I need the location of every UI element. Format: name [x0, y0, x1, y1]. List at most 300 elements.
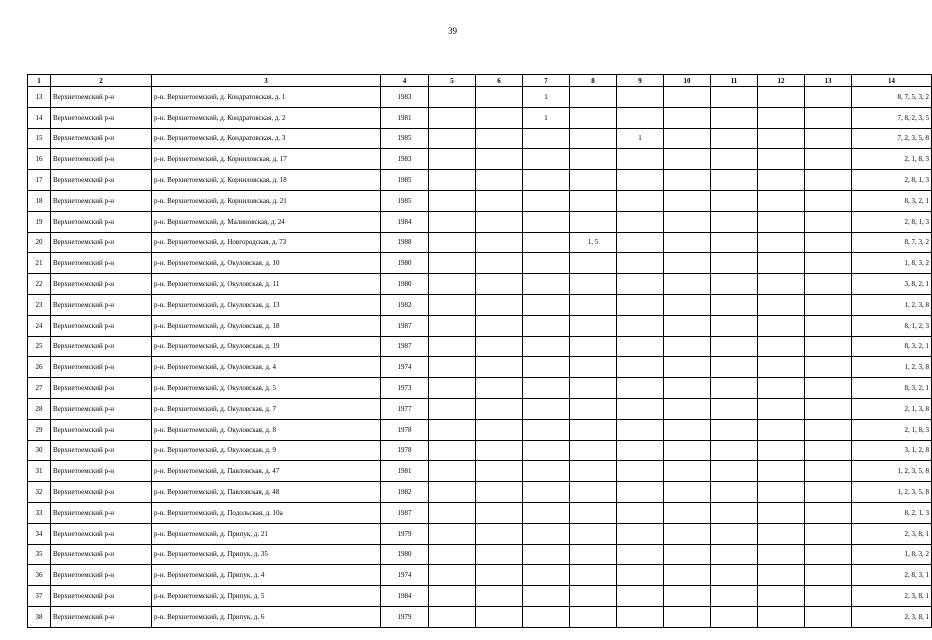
col12-cell — [758, 482, 805, 503]
col12-cell — [758, 211, 805, 232]
address-cell: р-н. Верхнетоемский, д. Кондратовская, д. 2 — [152, 107, 381, 128]
col11-cell — [711, 398, 758, 419]
col5-cell — [429, 378, 476, 399]
row-number: 18 — [28, 190, 51, 211]
district-cell: Верхнетоемский р-н — [51, 170, 152, 191]
col7-cell — [523, 190, 570, 211]
year-cell: 1980 — [381, 253, 429, 274]
table-row — [28, 565, 932, 586]
col9-cell — [617, 586, 664, 607]
col8-cell — [570, 128, 617, 149]
col6-cell — [476, 190, 523, 211]
address-cell: р-н. Верхнетоемский, д. Окуловская, д. 8 — [152, 419, 381, 440]
col10-cell — [664, 315, 711, 336]
col11-cell — [711, 211, 758, 232]
col8-cell — [570, 419, 617, 440]
address-cell: р-н. Верхнетоемский, д. Окуловская, д. 10 — [152, 253, 381, 274]
col6-cell — [476, 357, 523, 378]
year-cell: 1980 — [381, 274, 429, 295]
col7-cell — [523, 565, 570, 586]
col12-cell — [758, 149, 805, 170]
table-row — [28, 482, 932, 503]
column-header-6: 6 — [476, 75, 523, 87]
col12-cell — [758, 336, 805, 357]
col12-cell — [758, 274, 805, 295]
col13-cell — [805, 544, 852, 565]
col9-cell — [617, 523, 664, 544]
col7-cell — [523, 440, 570, 461]
col6-cell — [476, 294, 523, 315]
col11-cell — [711, 523, 758, 544]
col13-cell — [805, 440, 852, 461]
address-cell: р-н. Верхнетоемский, д. Окуловская, д. 7 — [152, 398, 381, 419]
year-cell: 1983 — [381, 149, 429, 170]
codes-cell: 8, 3, 2, 1 — [852, 336, 932, 357]
col7-cell — [523, 461, 570, 482]
year-cell: 1974 — [381, 565, 429, 586]
col11-cell — [711, 461, 758, 482]
col12-cell — [758, 523, 805, 544]
codes-cell: 2, 3, 8, 1 — [852, 586, 932, 607]
col11-cell — [711, 274, 758, 295]
address-cell: р-н. Верхнетоемский, д. Окуловская, д. 4 — [152, 357, 381, 378]
col12-cell — [758, 606, 805, 627]
col10-cell — [664, 274, 711, 295]
table-row — [28, 440, 932, 461]
year-cell: 1979 — [381, 606, 429, 627]
district-cell: Верхнетоемский р-н — [51, 419, 152, 440]
district-cell: Верхнетоемский р-н — [51, 357, 152, 378]
col9-cell — [617, 482, 664, 503]
column-header-11: 11 — [711, 75, 758, 87]
district-cell: Верхнетоемский р-н — [51, 107, 152, 128]
row-number: 22 — [28, 274, 51, 295]
col6-cell — [476, 606, 523, 627]
col5-cell — [429, 482, 476, 503]
col10-cell — [664, 336, 711, 357]
col13-cell — [805, 565, 852, 586]
col10-cell — [664, 378, 711, 399]
year-cell: 1973 — [381, 378, 429, 399]
col6-cell — [476, 419, 523, 440]
district-cell: Верхнетоемский р-н — [51, 482, 152, 503]
col5-cell — [429, 315, 476, 336]
col13-cell — [805, 107, 852, 128]
table-row — [28, 544, 932, 565]
col10-cell — [664, 419, 711, 440]
col10-cell — [664, 190, 711, 211]
col13-cell — [805, 357, 852, 378]
year-cell: 1988 — [381, 232, 429, 253]
column-header-10: 10 — [664, 75, 711, 87]
col11-cell — [711, 149, 758, 170]
codes-cell: 2, 1, 8, 3 — [852, 419, 932, 440]
col13-cell — [805, 149, 852, 170]
codes-cell: 2, 8, 1, 3 — [852, 211, 932, 232]
col10-cell — [664, 482, 711, 503]
row-number: 14 — [28, 107, 51, 128]
table-row — [28, 357, 932, 378]
col6-cell — [476, 253, 523, 274]
col12-cell — [758, 170, 805, 191]
col6-cell — [476, 565, 523, 586]
col11-cell — [711, 378, 758, 399]
address-cell: р-н. Верхнетоемский, д. Припук, д. 4 — [152, 565, 381, 586]
col13-cell — [805, 336, 852, 357]
table-row — [28, 378, 932, 399]
col11-cell — [711, 565, 758, 586]
district-cell: Верхнетоемский р-н — [51, 232, 152, 253]
address-cell: р-н. Верхнетоемский, д. Припук, д. 35 — [152, 544, 381, 565]
address-cell: р-н. Верхнетоемский, д. Припук, д. 21 — [152, 523, 381, 544]
col9-cell — [617, 357, 664, 378]
col12-cell — [758, 586, 805, 607]
col13-cell — [805, 586, 852, 607]
col9-cell — [617, 253, 664, 274]
col11-cell — [711, 606, 758, 627]
row-number: 16 — [28, 149, 51, 170]
col7-cell — [523, 482, 570, 503]
col10-cell — [664, 87, 711, 108]
table-row — [28, 419, 932, 440]
col11-cell — [711, 544, 758, 565]
col12-cell — [758, 190, 805, 211]
column-header-7: 7 — [523, 75, 570, 87]
col12-cell — [758, 378, 805, 399]
col7-cell — [523, 357, 570, 378]
col6-cell — [476, 440, 523, 461]
col8-cell — [570, 357, 617, 378]
table-row — [28, 523, 932, 544]
codes-cell: 2, 3, 8, 1 — [852, 606, 932, 627]
col5-cell — [429, 274, 476, 295]
col7-cell — [523, 544, 570, 565]
row-number: 15 — [28, 128, 51, 149]
col5-cell — [429, 253, 476, 274]
table-row — [28, 315, 932, 336]
col8-cell — [570, 336, 617, 357]
year-cell: 1985 — [381, 170, 429, 191]
district-cell: Верхнетоемский р-н — [51, 211, 152, 232]
address-cell: р-н. Верхнетоемский, д. Корниловская, д. 21 — [152, 190, 381, 211]
col12-cell — [758, 87, 805, 108]
codes-cell: 7, 8, 2, 3, 5 — [852, 107, 932, 128]
col8-cell — [570, 211, 617, 232]
year-cell: 1978 — [381, 440, 429, 461]
col7-cell — [523, 294, 570, 315]
col5-cell — [429, 357, 476, 378]
col10-cell — [664, 211, 711, 232]
address-cell: р-н. Верхнетоемский, д. Подольская, д. 10а — [152, 502, 381, 523]
year-cell: 1984 — [381, 211, 429, 232]
row-number: 13 — [28, 87, 51, 108]
col6-cell — [476, 149, 523, 170]
district-cell: Верхнетоемский р-н — [51, 544, 152, 565]
district-cell: Верхнетоемский р-н — [51, 87, 152, 108]
codes-cell: 8, 3, 2, 1 — [852, 190, 932, 211]
col13-cell — [805, 211, 852, 232]
col13-cell — [805, 315, 852, 336]
col10-cell — [664, 128, 711, 149]
col8-cell — [570, 294, 617, 315]
col11-cell — [711, 128, 758, 149]
codes-cell: 1, 2, 3, 5, 8 — [852, 461, 932, 482]
col9-cell — [617, 502, 664, 523]
col7-cell — [523, 523, 570, 544]
col5-cell — [429, 398, 476, 419]
col7-cell — [523, 315, 570, 336]
address-cell: р-н. Верхнетоемский, д. Кондратовская, д. 3 — [152, 128, 381, 149]
col11-cell — [711, 253, 758, 274]
col7-cell — [523, 586, 570, 607]
col12-cell — [758, 315, 805, 336]
district-cell: Верхнетоемский р-н — [51, 149, 152, 170]
column-header-12: 12 — [758, 75, 805, 87]
col7-cell — [523, 336, 570, 357]
table-row — [28, 336, 932, 357]
col13-cell — [805, 87, 852, 108]
col12-cell — [758, 440, 805, 461]
col7-cell — [523, 232, 570, 253]
year-cell: 1987 — [381, 336, 429, 357]
col9-cell — [617, 190, 664, 211]
col10-cell — [664, 544, 711, 565]
col5-cell — [429, 336, 476, 357]
col10-cell — [664, 502, 711, 523]
col12-cell — [758, 544, 805, 565]
housing-register-table — [27, 74, 932, 628]
address-cell: р-н. Верхнетоемский, д. Окуловская, д. 9 — [152, 440, 381, 461]
col7-cell — [523, 211, 570, 232]
table-row — [28, 149, 932, 170]
col7-cell: 1 — [523, 107, 570, 128]
district-cell: Верхнетоемский р-н — [51, 190, 152, 211]
year-cell: 1978 — [381, 419, 429, 440]
col10-cell — [664, 357, 711, 378]
col8-cell — [570, 523, 617, 544]
row-number: 38 — [28, 606, 51, 627]
year-cell: 1985 — [381, 128, 429, 149]
col9-cell — [617, 211, 664, 232]
col12-cell — [758, 107, 805, 128]
col12-cell — [758, 502, 805, 523]
table-row — [28, 274, 932, 295]
header-row — [28, 75, 932, 87]
column-header-4: 4 — [381, 75, 429, 87]
col6-cell — [476, 398, 523, 419]
district-cell: Верхнетоемский р-н — [51, 606, 152, 627]
col7-cell — [523, 398, 570, 419]
col13-cell — [805, 253, 852, 274]
col10-cell — [664, 461, 711, 482]
col7-cell — [523, 170, 570, 191]
row-number: 33 — [28, 502, 51, 523]
address-cell: р-н. Верхнетоемский, д. Окуловская, д. 13 — [152, 294, 381, 315]
col6-cell — [476, 274, 523, 295]
col9-cell — [617, 544, 664, 565]
col7-cell — [523, 606, 570, 627]
row-number: 27 — [28, 378, 51, 399]
col10-cell — [664, 523, 711, 544]
district-cell: Верхнетоемский р-н — [51, 440, 152, 461]
col5-cell — [429, 606, 476, 627]
year-cell: 1981 — [381, 461, 429, 482]
row-number: 36 — [28, 565, 51, 586]
row-number: 34 — [28, 523, 51, 544]
column-header-5: 5 — [429, 75, 476, 87]
col9-cell — [617, 419, 664, 440]
year-cell: 1974 — [381, 357, 429, 378]
row-number: 19 — [28, 211, 51, 232]
year-cell: 1979 — [381, 523, 429, 544]
col6-cell — [476, 482, 523, 503]
col5-cell — [429, 107, 476, 128]
col12-cell — [758, 398, 805, 419]
row-number: 30 — [28, 440, 51, 461]
col6-cell — [476, 211, 523, 232]
col13-cell — [805, 190, 852, 211]
col5-cell — [429, 128, 476, 149]
col5-cell — [429, 87, 476, 108]
year-cell: 1982 — [381, 294, 429, 315]
col11-cell — [711, 190, 758, 211]
col12-cell — [758, 357, 805, 378]
codes-cell: 1, 8, 3, 2 — [852, 253, 932, 274]
col11-cell — [711, 170, 758, 191]
col8-cell — [570, 482, 617, 503]
year-cell: 1981 — [381, 107, 429, 128]
col8-cell — [570, 565, 617, 586]
column-header-9: 9 — [617, 75, 664, 87]
col11-cell — [711, 440, 758, 461]
col7-cell — [523, 502, 570, 523]
table-row — [28, 398, 932, 419]
col12-cell — [758, 294, 805, 315]
row-number: 37 — [28, 586, 51, 607]
codes-cell: 1, 2, 3, 8 — [852, 357, 932, 378]
col11-cell — [711, 502, 758, 523]
col8-cell — [570, 190, 617, 211]
table-row — [28, 128, 932, 149]
col9-cell — [617, 565, 664, 586]
col11-cell — [711, 315, 758, 336]
address-cell: р-н. Верхнетоемский, д. Окуловская, д. 5 — [152, 378, 381, 399]
row-number: 32 — [28, 482, 51, 503]
row-number: 35 — [28, 544, 51, 565]
col13-cell — [805, 294, 852, 315]
col10-cell — [664, 606, 711, 627]
table-row — [28, 107, 932, 128]
address-cell: р-н. Верхнетоемский, д. Новгородская, д. 73 — [152, 232, 381, 253]
row-number: 21 — [28, 253, 51, 274]
codes-cell: 8, 1, 2, 3 — [852, 315, 932, 336]
col6-cell — [476, 523, 523, 544]
column-header-2: 2 — [51, 75, 152, 87]
col9-cell — [617, 461, 664, 482]
col8-cell — [570, 274, 617, 295]
district-cell: Верхнетоемский р-н — [51, 565, 152, 586]
district-cell: Верхнетоемский р-н — [51, 336, 152, 357]
col9-cell — [617, 232, 664, 253]
col8-cell — [570, 461, 617, 482]
col5-cell — [429, 440, 476, 461]
col7-cell — [523, 149, 570, 170]
col13-cell — [805, 232, 852, 253]
col8-cell — [570, 440, 617, 461]
col8-cell — [570, 315, 617, 336]
row-number: 31 — [28, 461, 51, 482]
col7-cell — [523, 378, 570, 399]
col11-cell — [711, 482, 758, 503]
district-cell: Верхнетоемский р-н — [51, 502, 152, 523]
col9-cell — [617, 315, 664, 336]
col9-cell — [617, 274, 664, 295]
col8-cell: 1, 5 — [570, 232, 617, 253]
col9-cell — [617, 378, 664, 399]
col10-cell — [664, 294, 711, 315]
address-cell: р-н. Верхнетоемский, д. Кондратовская, д. 1 — [152, 87, 381, 108]
district-cell: Верхнетоемский р-н — [51, 128, 152, 149]
table-row — [28, 253, 932, 274]
col10-cell — [664, 440, 711, 461]
codes-cell: 2, 1, 8, 3 — [852, 149, 932, 170]
col5-cell — [429, 170, 476, 191]
col11-cell — [711, 107, 758, 128]
col9-cell: 1 — [617, 128, 664, 149]
row-number: 29 — [28, 419, 51, 440]
col9-cell — [617, 606, 664, 627]
col12-cell — [758, 461, 805, 482]
col6-cell — [476, 232, 523, 253]
page-number: 39 — [448, 26, 457, 36]
codes-cell: 8, 3, 2, 1 — [852, 378, 932, 399]
codes-cell: 2, 1, 3, 8 — [852, 398, 932, 419]
col7-cell — [523, 253, 570, 274]
col10-cell — [664, 253, 711, 274]
column-header-1: 1 — [28, 75, 51, 87]
column-header-13: 13 — [805, 75, 852, 87]
col9-cell — [617, 87, 664, 108]
col13-cell — [805, 502, 852, 523]
col8-cell — [570, 253, 617, 274]
col8-cell — [570, 149, 617, 170]
col5-cell — [429, 523, 476, 544]
col13-cell — [805, 482, 852, 503]
col11-cell — [711, 294, 758, 315]
table-row — [28, 211, 932, 232]
codes-cell: 8, 2, 1, 3 — [852, 502, 932, 523]
address-cell: р-н. Верхнетоемский, д. Корниловская, д. 17 — [152, 149, 381, 170]
address-cell: р-н. Верхнетоемский, д. Окуловская, д. 19 — [152, 336, 381, 357]
col5-cell — [429, 232, 476, 253]
address-cell: р-н. Верхнетоемский, д. Малиновская, д. 24 — [152, 211, 381, 232]
codes-cell: 1, 2, 3, 8 — [852, 294, 932, 315]
col11-cell — [711, 586, 758, 607]
col6-cell — [476, 502, 523, 523]
district-cell: Верхнетоемский р-н — [51, 274, 152, 295]
col7-cell — [523, 419, 570, 440]
row-number: 26 — [28, 357, 51, 378]
row-number: 23 — [28, 294, 51, 315]
col5-cell — [429, 211, 476, 232]
table-row — [28, 87, 932, 108]
address-cell: р-н. Верхнетоемский, д. Окуловская, д. 11 — [152, 274, 381, 295]
address-cell: р-н. Верхнетоемский, д. Павловская, д. 48 — [152, 482, 381, 503]
col8-cell — [570, 586, 617, 607]
col13-cell — [805, 461, 852, 482]
col12-cell — [758, 565, 805, 586]
column-header-8: 8 — [570, 75, 617, 87]
